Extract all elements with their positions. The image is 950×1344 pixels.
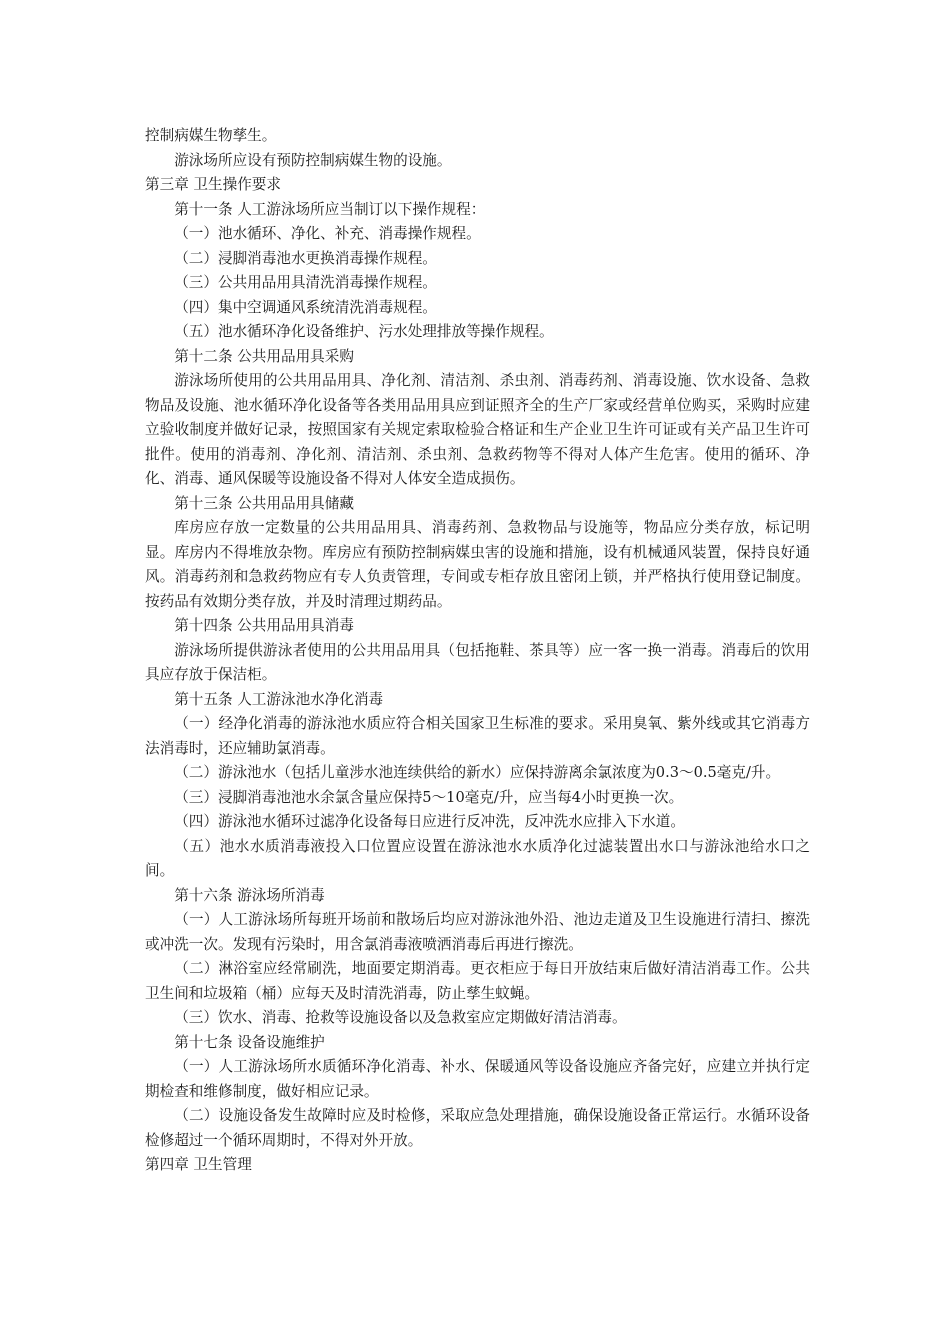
paragraph: （一）人工游泳场所每班开场前和散场后均应对游泳池外沿、池边走道及卫生设施进行清扫、擦洗或冲洗一次。发现有污染时，用含氯消毒液喷洒消毒后再进行擦洗。 bbox=[145, 911, 810, 953]
paragraph: （二）浸脚消毒池水更换消毒操作规程。 bbox=[174, 249, 437, 267]
paragraph: 第十六条 游泳场所消毒 bbox=[174, 886, 325, 904]
paragraph: （五）池水水质消毒液投入口位置应设置在游泳池水水质净化过滤装置出水口与游泳池给水口之间。 bbox=[145, 837, 810, 879]
paragraph: （二）设施设备发生故障时应及时检修，采取应急处理措施，确保设施设备正常运行。水循环设备检修超过一个循环周期时，不得对外开放。 bbox=[145, 1107, 810, 1149]
paragraph: 控制病媒生物孳生。 bbox=[145, 127, 277, 144]
paragraph: （四）游泳池水循环过滤净化设备每日应进行反冲洗，反冲洗水应排入下水道。 bbox=[174, 813, 685, 830]
paragraph: 第四章 卫生管理 bbox=[145, 1156, 252, 1173]
paragraph: （一）经净化消毒的游泳池水质应符合相关国家卫生标准的要求。采用臭氧、紫外线或其它消毒方法消毒时，还应辅助氯消毒。 bbox=[145, 715, 810, 757]
paragraph: （一）人工游泳场所水质循环净化消毒、补水、保暖通风等设备设施应齐备完好，应建立并执行定期检查和维修制度，做好相应记录。 bbox=[145, 1058, 810, 1100]
paragraph: 游泳场所应设有预防控制病媒生物的设施。 bbox=[174, 151, 452, 169]
paragraph: （一）池水循环、净化、补充、消毒操作规程。 bbox=[174, 225, 481, 242]
paragraph: （三）饮水、消毒、抢救等设施设备以及急救室应定期做好清洁消毒。 bbox=[174, 1009, 627, 1026]
paragraph: （三）公共用品用具清洗消毒操作规程。 bbox=[174, 274, 437, 291]
document-page bbox=[145, 124, 810, 1178]
paragraph: 第十三条 公共用品用具储藏 bbox=[174, 494, 354, 512]
paragraph: （五）池水循环净化设备维护、污水处理排放等操作规程。 bbox=[174, 323, 554, 340]
paragraph: 第十四条 公共用品用具消毒 bbox=[174, 617, 354, 634]
paragraph: （二）游泳池水（包括儿童涉水池连续供给的新水）应保持游离余氯浓度为0.3～0.5毫克/升。 bbox=[174, 764, 781, 781]
paragraph: 第十七条 设备设施维护 bbox=[174, 1033, 325, 1051]
paragraph: 游泳场所使用的公共用品用具、净化剂、清洁剂、杀虫剂、消毒药剂、消毒设施、饮水设备、急救物品及设施、池水循环净化设备等各类用品用具应到证照齐全的生产厂家或经营单位购买，采购时应建立验收制度并做好记录，按照国家有关规定索取检验合格证和生产企业卫生许可证或有关产品卫生许可批件。使用的消毒剂、净化剂、清洁剂、杀虫剂、急救药物等不得对人体产生危害。使用的循环、净化、消毒、通风保暖等设施设备不得对人体安全造成损伤。 bbox=[145, 372, 810, 487]
paragraph: （四）集中空调通风系统清洗消毒规程。 bbox=[174, 298, 437, 316]
paragraph: （二）淋浴室应经常刷洗，地面要定期消毒。更衣柜应于每日开放结束后做好清洁消毒工作。公共卫生间和垃圾箱（桶）应每天及时清洗消毒，防止孳生蚊蝇。 bbox=[145, 960, 810, 1002]
paragraph: 第三章 卫生操作要求 bbox=[145, 176, 281, 193]
paragraph: 第十二条 公共用品用具采购 bbox=[174, 347, 354, 365]
paragraph: 游泳场所提供游泳者使用的公共用品用具（包括拖鞋、茶具等）应一客一换一消毒。消毒后的饮用具应存放于保洁柜。 bbox=[145, 641, 810, 683]
paragraph: 第十一条 人工游泳场所应当制订以下操作规程： bbox=[174, 200, 486, 218]
paragraph: 库房应存放一定数量的公共用品用具、消毒药剂、急救物品与设施等，物品应分类存放，标记明显。库房内不得堆放杂物。库房应有预防控制病媒虫害的设施和措施，设有机械通风装置，保持良好通风。消毒药剂和急救药物应有专人负责管理，专间或专柜存放且密闭上锁，并严格执行使用登记制度。按药品有效期分类存放，并及时清理过期药品。 bbox=[145, 519, 810, 610]
paragraph: （三）浸脚消毒池池水余氯含量应保持5～10毫克/升，应当每4小时更换一次。 bbox=[174, 788, 684, 806]
paragraph: 第十五条 人工游泳池水净化消毒 bbox=[174, 690, 384, 708]
